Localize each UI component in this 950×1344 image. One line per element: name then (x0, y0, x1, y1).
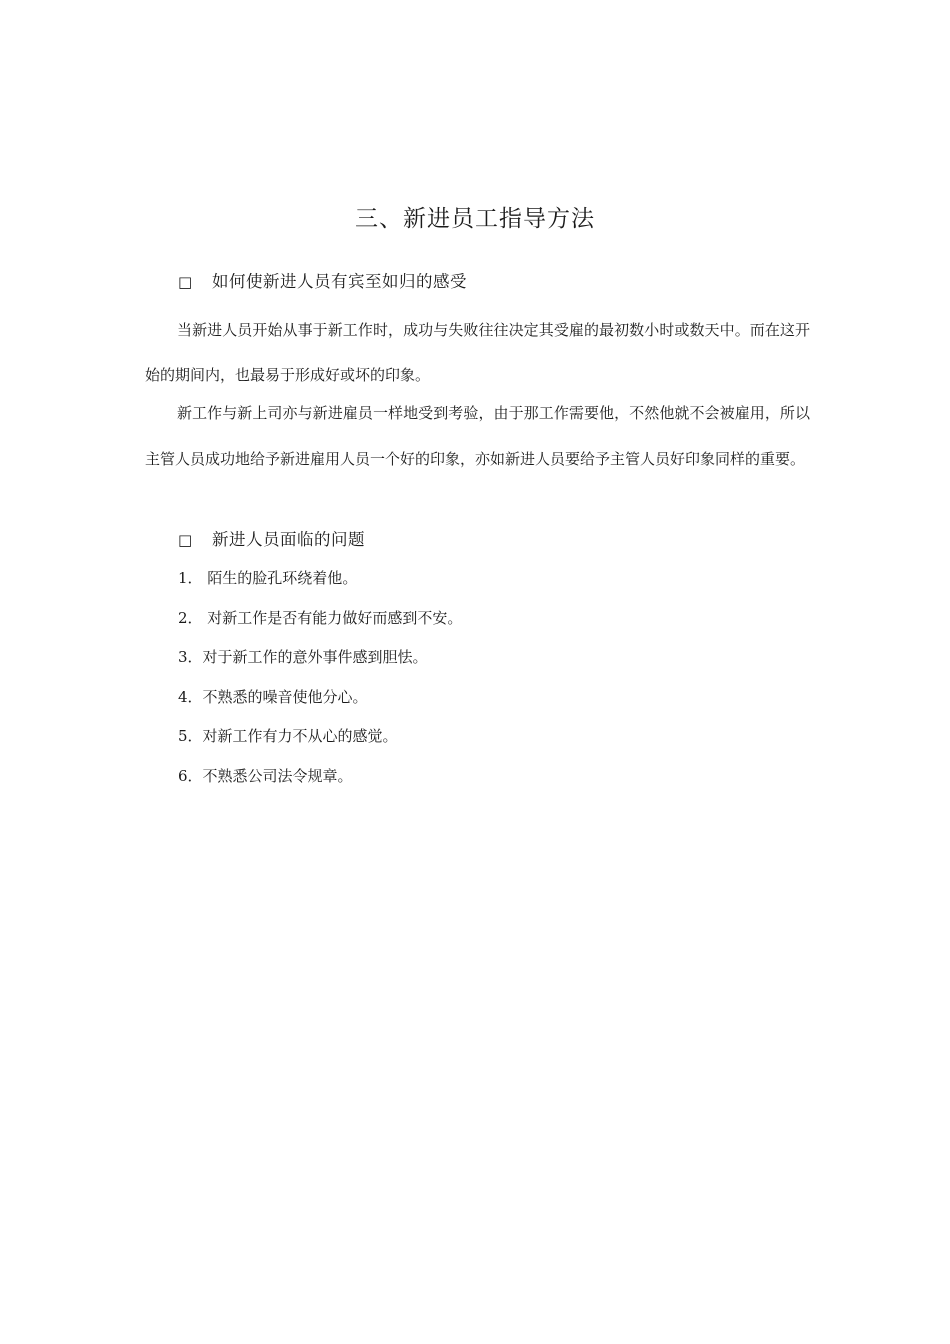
list-item: 3．对于新工作的意外事件感到胆怯。 (178, 648, 428, 666)
list-item: 4．不熟悉的噪音使他分心。 (178, 687, 368, 706)
list-item: 1． 陌生的脸孔环绕着他。 (178, 569, 358, 587)
checkbox-square-icon: □ (178, 531, 193, 549)
paragraph: 新工作与新上司亦与新进雇员一样地受到考验，由于那工作需要他，不然他就不会被雇用，所以主管人员成功地给予新进雇用人员一个好的印象，亦如新进人员要给予主管人员好印象同样的重要。 (145, 404, 810, 468)
section-heading-text: 新进人员面临的问题 (212, 530, 365, 549)
section-heading-problems (178, 526, 365, 550)
list-item: 2． 对新工作是否有能力做好而感到不安。 (178, 608, 463, 627)
list-item: 6．不熟悉公司法令规章。 (178, 766, 353, 785)
list-item: 5．对新工作有力不从心的感觉。 (178, 727, 398, 745)
checkbox-square-icon: □ (178, 273, 193, 291)
page-title: 三、新进员工指导方法 (355, 206, 595, 232)
paragraph: 当新进人员开始从事于新工作时，成功与失败往往决定其受雇的最初数小时或数天中。而在这开始的期间内，也最易于形成好或坏的印象。 (145, 321, 810, 384)
section-heading-text: 如何使新进人员有宾至如归的感受 (212, 272, 467, 291)
problem-list (178, 565, 462, 802)
section-heading-welcome (178, 268, 467, 292)
